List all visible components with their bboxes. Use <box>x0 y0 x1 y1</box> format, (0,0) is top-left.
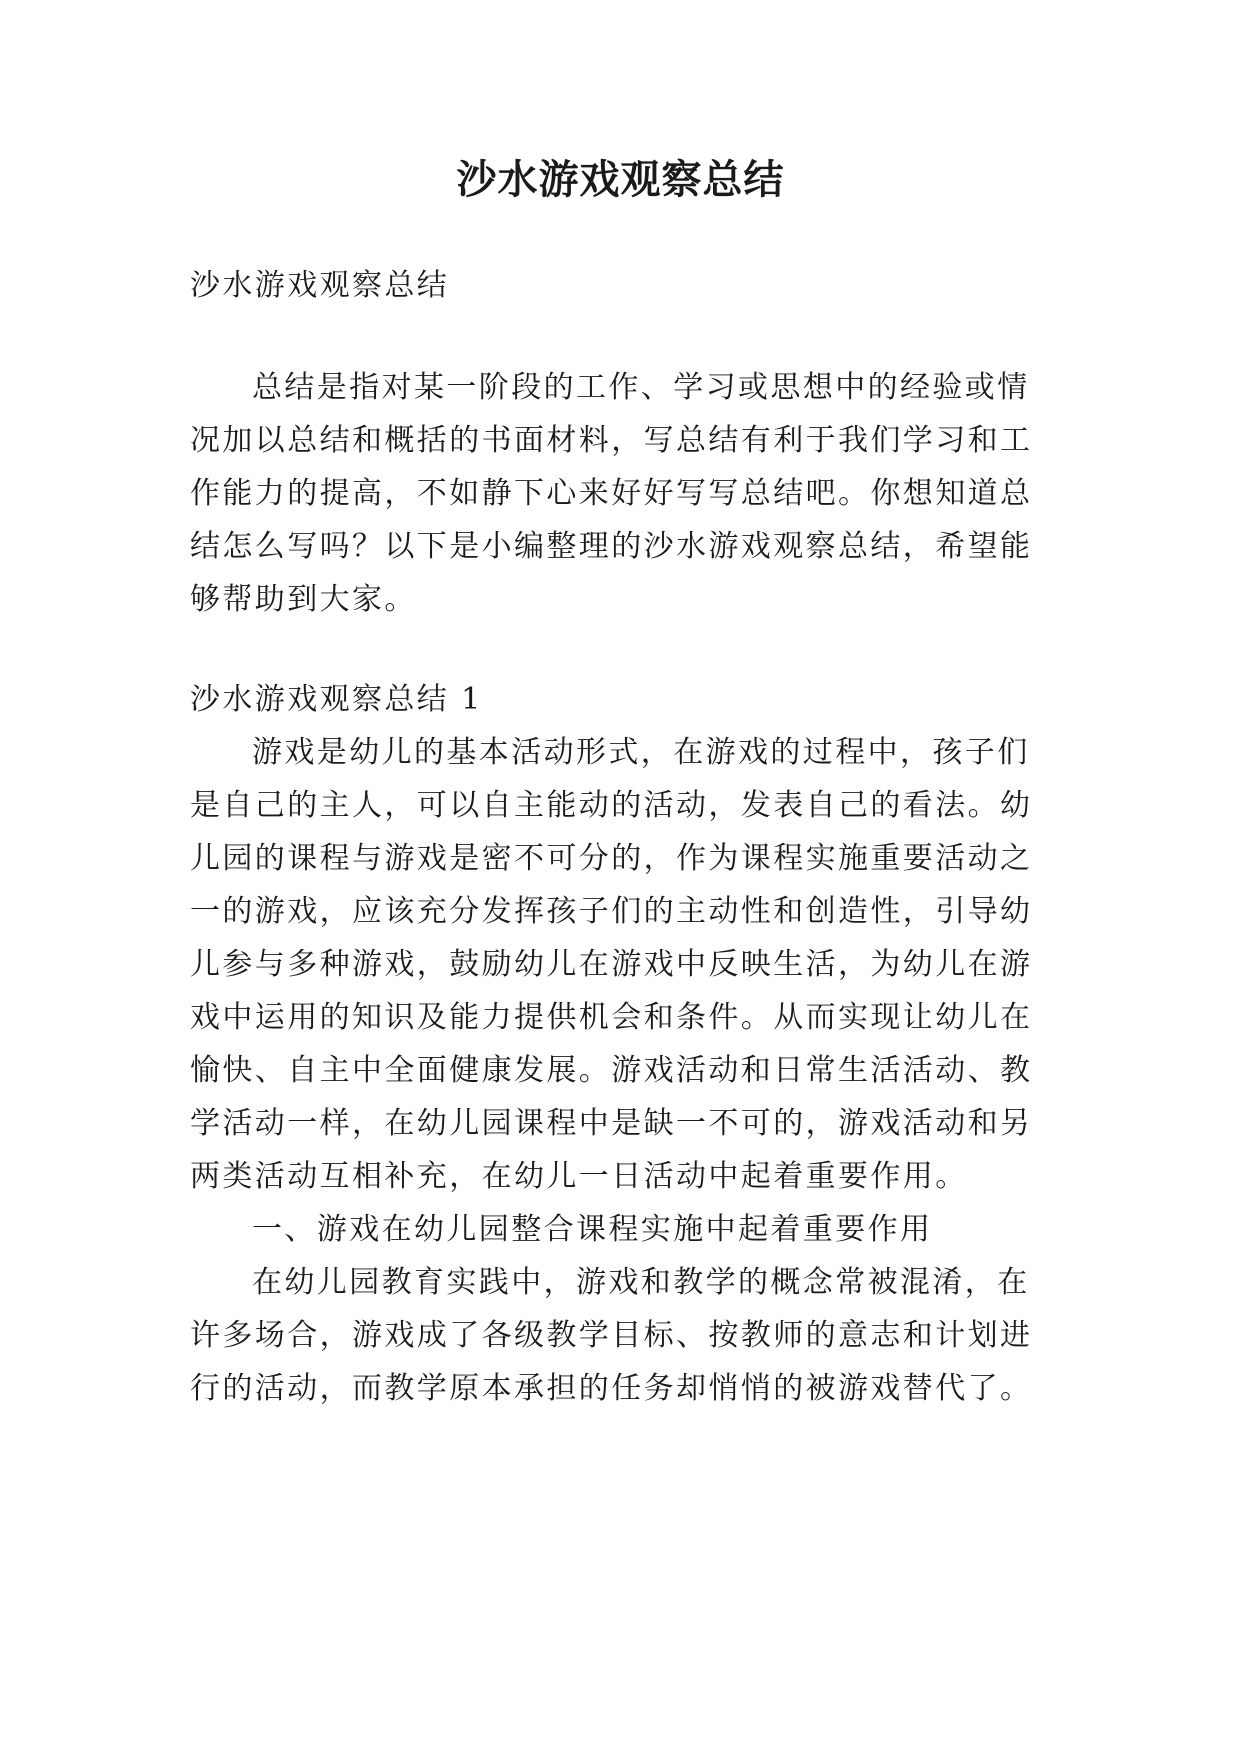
body-line-13: 行的活动，而教学原本承担的任务却悄悄的被游戏替代了。 <box>190 1371 1033 1406</box>
document-title: 沙水游戏观察总结 <box>456 156 785 203</box>
body-line-7: 愉快、自主中全面健康发展。游戏活动和日常生活活动、教 <box>190 1053 1033 1088</box>
intro-line-2: 况加以总结和概括的书面材料，写总结有利于我们学习和工 <box>190 423 1033 458</box>
section-heading: 沙水游戏观察总结 1 <box>190 682 483 717</box>
document-subtitle: 沙水游戏观察总结 <box>190 268 450 303</box>
intro-line-4: 结怎么写吗？以下是小编整理的沙水游戏观察总结，希望能 <box>190 529 1033 564</box>
body-heading-1: 一、游戏在幼儿园整合课程实施中起着重要作用 <box>252 1212 933 1247</box>
intro-line-1: 总结是指对某一阶段的工作、学习或思想中的经验或情 <box>252 370 1030 405</box>
body-line-12: 许多场合，游戏成了各级教学目标、按教师的意志和计划进 <box>190 1318 1033 1353</box>
body-line-8: 学活动一样，在幼儿园课程中是缺一不可的，游戏活动和另 <box>190 1106 1033 1141</box>
body-line-4: 一的游戏，应该充分发挥孩子们的主动性和创造性，引导幼 <box>190 894 1033 929</box>
body-line-9: 两类活动互相补充，在幼儿一日活动中起着重要作用。 <box>190 1159 968 1194</box>
body-line-3: 儿园的课程与游戏是密不可分的，作为课程实施重要活动之 <box>190 841 1033 876</box>
body-line-11: 在幼儿园教育实践中，游戏和教学的概念常被混淆，在 <box>252 1265 1030 1300</box>
body-line-1: 游戏是幼儿的基本活动形式，在游戏的过程中，孩子们 <box>252 735 1030 770</box>
body-line-6: 戏中运用的知识及能力提供机会和条件。从而实现让幼儿在 <box>190 1000 1033 1035</box>
intro-line-5: 够帮助到大家。 <box>190 582 417 617</box>
intro-line-3: 作能力的提高，不如静下心来好好写写总结吧。你想知道总 <box>190 476 1033 511</box>
body-line-5: 儿参与多种游戏，鼓励幼儿在游戏中反映生活，为幼儿在游 <box>190 947 1033 982</box>
body-line-2: 是自己的主人，可以自主能动的活动，发表自己的看法。幼 <box>190 788 1033 823</box>
